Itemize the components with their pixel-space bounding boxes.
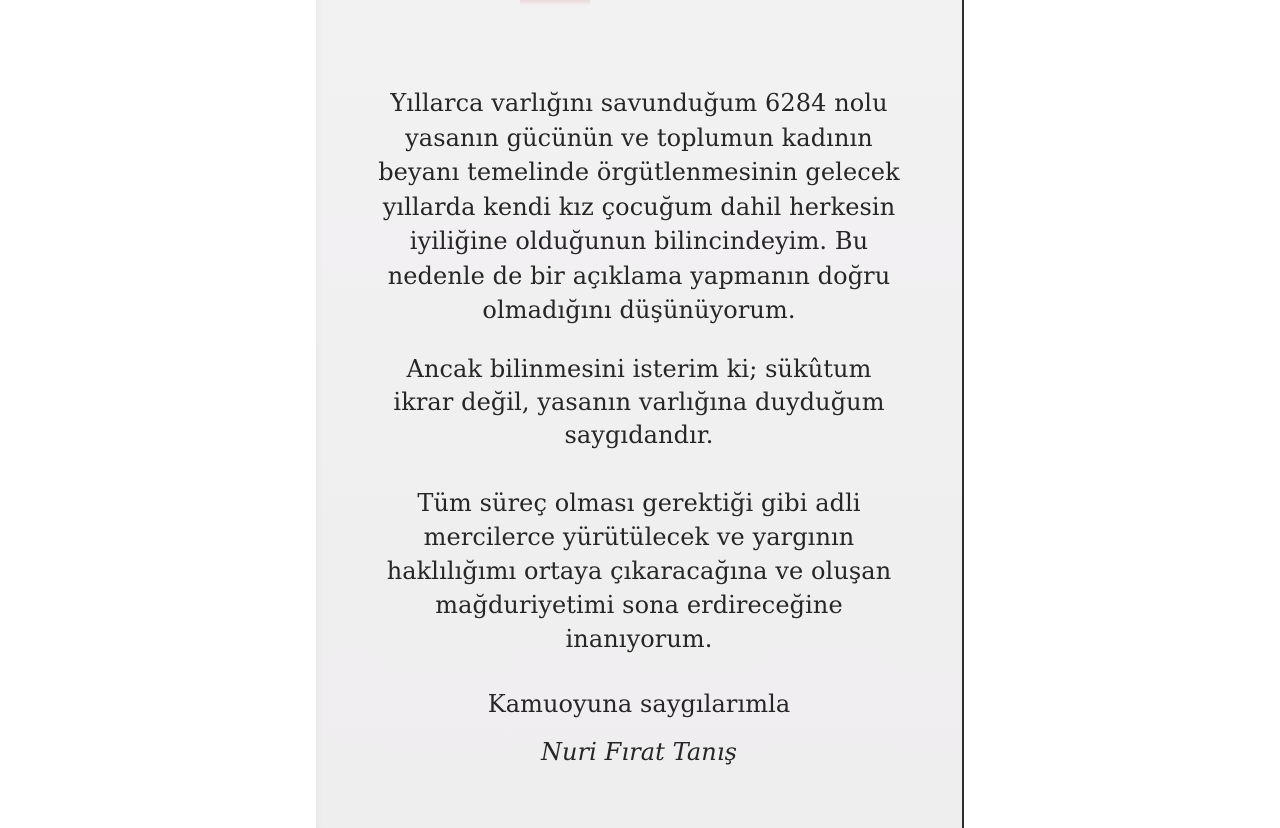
paragraph-2-line: ikrar değil, yasanın varlığına duyduğum xyxy=(393,388,885,416)
signature-name: Nuri Fırat Tanış xyxy=(540,738,738,766)
paragraph-3-line: mercilerce yürütülecek ve yargının xyxy=(423,523,855,551)
paper-right-border xyxy=(962,0,964,828)
statement-paragraph-1 xyxy=(316,86,962,328)
top-edge-tint xyxy=(520,0,590,6)
paragraph-1-line: nedenle de bir açıklama yapmanın doğru xyxy=(387,261,891,290)
paragraph-3-line: Tüm süreç olması gerektiği gibi adli xyxy=(417,489,861,517)
paragraph-1-line: Yıllarca varlığını savunduğum 6284 nolu xyxy=(390,89,888,117)
paragraph-1-line: iyiliğine olduğunun bilincindeyim. Bu xyxy=(409,227,869,255)
paragraph-1-line: yasanın gücünün ve toplumun kadının xyxy=(405,123,873,152)
paragraph-3-line: haklılığımı ortaya çıkaracağına ve oluşan xyxy=(386,557,892,585)
paragraph-3-line: mağduriyetimi sona erdireceğine xyxy=(435,591,843,619)
paragraph-3-line: inanıyorum. xyxy=(565,625,713,653)
statement-paragraph-2 xyxy=(316,353,962,452)
paragraph-1-line: olmadığını düşünüyorum. xyxy=(482,296,796,324)
paragraph-1-line: beyanı temelinde örgütlenmesinin gelecek xyxy=(378,158,900,186)
statement-paragraph-3 xyxy=(316,486,962,656)
paragraph-2-line: Ancak bilinmesini isterim ki; sükûtum xyxy=(406,355,872,383)
paragraph-2-line: saygıdandır. xyxy=(564,421,714,449)
closing-line: Kamuoyuna saygılarımla xyxy=(487,690,791,718)
paragraph-1-line: yıllarda kendi kız çocuğum dahil herkesin xyxy=(382,192,896,221)
